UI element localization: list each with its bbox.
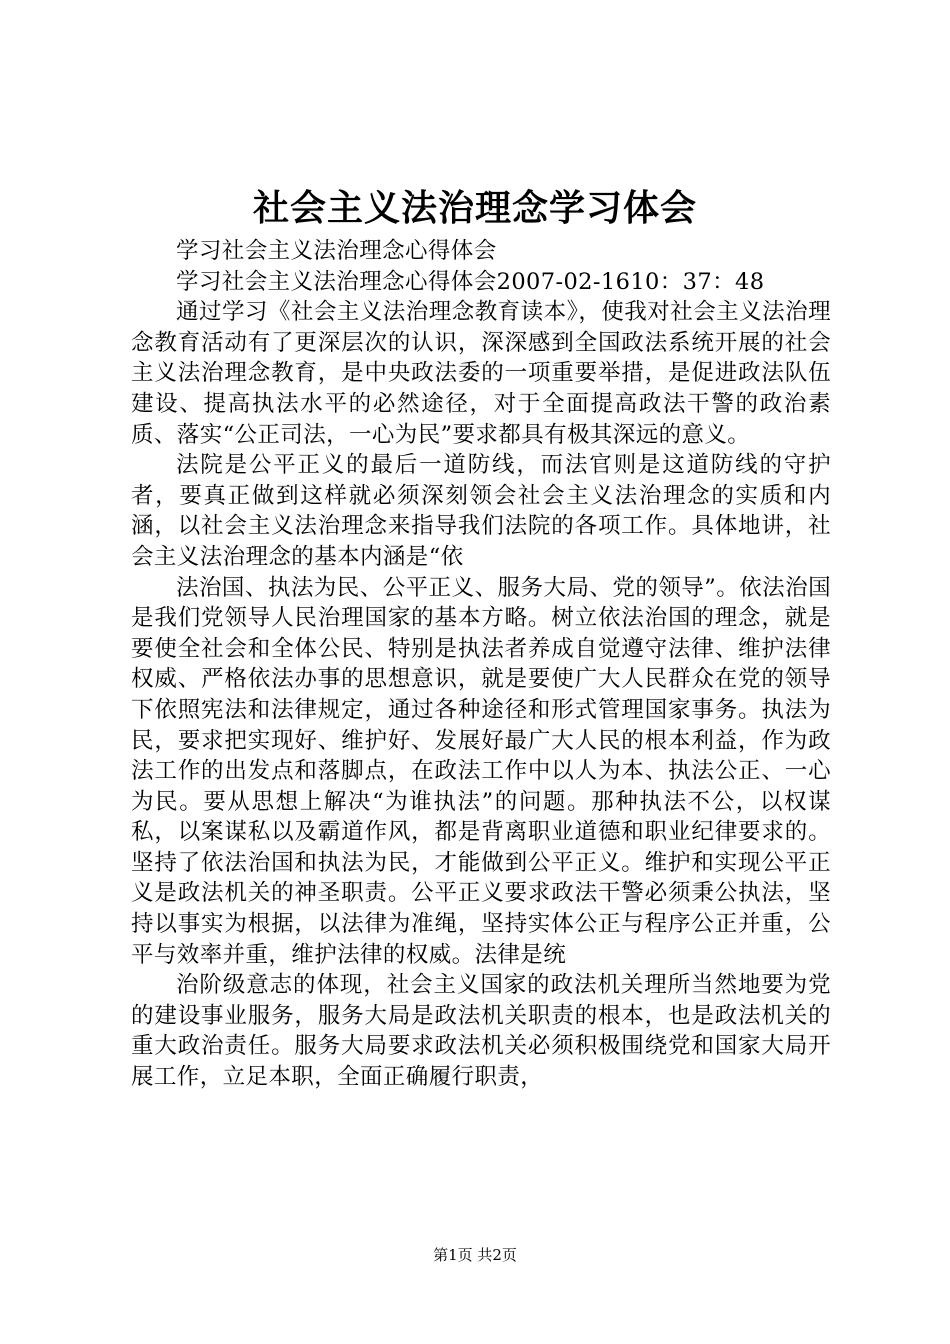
- paragraph-rule-of-law: 法治国、执法为民、公平正义、服务大局、党的领导”。依法治国是我们党领导人民治理国家的基本方略。树立依法治国的理念，就是要使全社会和全体公民、特别是执法者养成自觉遵守法律、维护法律权威、严格依法办事的思想意识，就是要使广大人民群众在党的领导下依照宪法和法律规定，通过各种途径和形式管理国家事务。执法为民，要求把实现好、维护好、发展好最广大人民的根本利益，作为政法工作的出发点和落脚点，在政法工作中以人为本、执法公正、一心为民。要从思想上解决“为谁执法”的问题。那种执法不公，以权谋私，以案谋私以及霸道作风，都是背离职业道德和职业纪律要求的。坚持了依法治国和执法为民，才能做到公平正义。维护和实现公平正义是政法机关的神圣职责。公平正义要求政法干警必须秉公执法，坚持以事实为根据，以法律为准绳，坚持实体公正与程序公正并重，公平与效率并重，维护法律的权威。法律是统: [131, 574, 831, 968]
- paragraph-court: 法院是公平正义的最后一道防线，而法官则是这道防线的守护者，要真正做到这样就必须深刻领会社会主义法治理念的实质和内涵，以社会主义法治理念来指导我们法院的各项工作。具体地讲，社会主义法治理念的基本内涵是“依: [131, 452, 831, 570]
- paragraph-intro: 通过学习《社会主义法治理念教育读本》，使我对社会主义法治理念教育活动有了更深层次的认识，深深感到全国政法系统开展的社会主义法治理念教育，是中央政法委的一项重要举措，是促进政法队伍建设、提高执法水平的必然途径，对于全面提高政法干警的政治素质、落实“公正司法，一心为民”要求都具有极其深远的意义。: [131, 299, 831, 448]
- paragraph-subtitle-2: 学习社会主义法治理念心得体会2007-02-1610：37：48: [176, 268, 765, 295]
- page-footer: 第1页 共2页: [433, 1246, 517, 1264]
- document-title: 社会主义法治理念学习体会: [252, 187, 697, 229]
- paragraph-subtitle-1: 学习社会主义法治理念心得体会: [176, 238, 497, 264]
- paragraph-serve-overall: 治阶级意志的体现，社会主义国家的政法机关理所当然地要为党的建设事业服务，服务大局是政法机关职责的根本，也是政法机关的重大政治责任。服务大局要求政法机关必须积极围绕党和国家大局开展工作，立足本职，全面正确履行职责，: [131, 972, 831, 1091]
- document-body: [131, 236, 831, 1093]
